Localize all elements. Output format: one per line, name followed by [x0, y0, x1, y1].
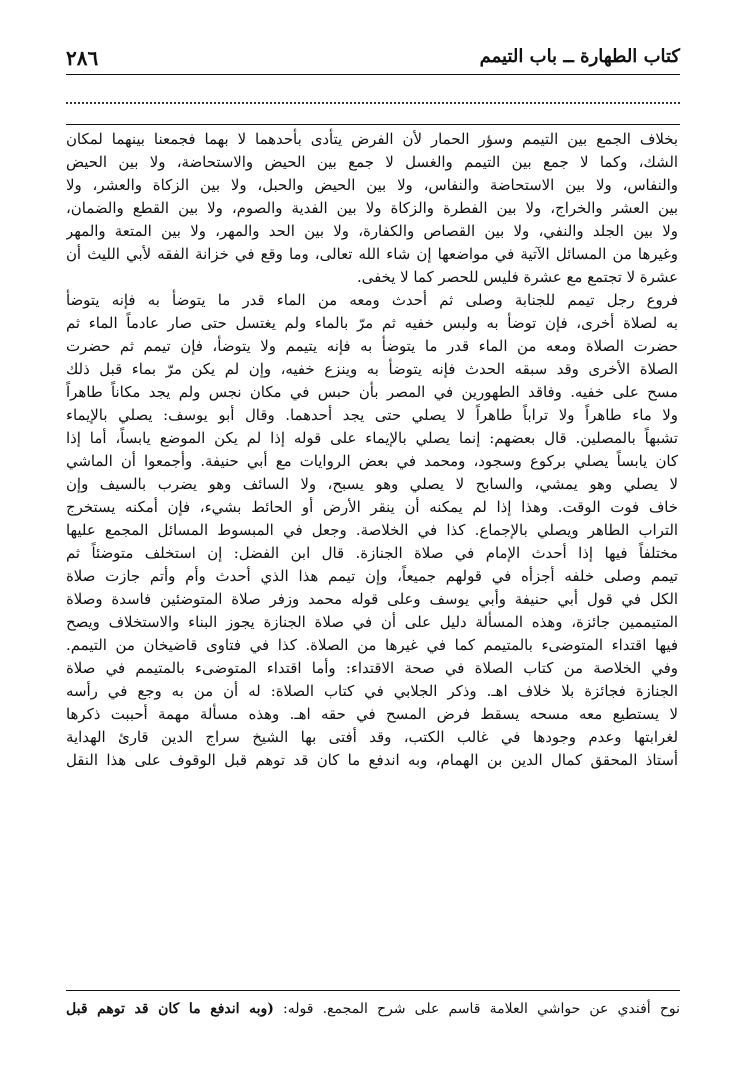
text-line: بخلاف الجمع بين التيمم وسؤر الحمار لأن الفرض يتأدى بأحدهما لا بهما فجمعنا بينهما لمكان: [66, 130, 678, 148]
text-line: والنفاس، ولا بين الاستحاضة والنفاس، ولا بين الحيض والحبل، ولا بين الزكاة والعشر، ولا: [66, 176, 678, 194]
footnote-quote: (وبه اندفع ما كان قد توهم قبل: [66, 1001, 274, 1017]
text-line: مختلفاً فيها إذا أحدث الإمام في صلاة الجنازة. قال ابن الفضل: إن استخلف متوضئاً ثم: [66, 544, 678, 562]
text-line: وغيرها من المسائل الآتية في مواضعها إن شاء الله تعالى، وما وقع في خزانة الفقه لأبي الليث أن: [66, 245, 678, 263]
text-line: الجنازة فجائزة بلا خلاف اهـ. وذكر الجلابي في كتاب الصلاة: له أن من به وجع في رأسه: [66, 682, 678, 700]
text-line: لا يستطيع معه مسحه يسقط فرض المسح في حقه اهـ. وهذه مسألة مهمة أحببت ذكرها: [66, 705, 678, 723]
page-number: ٢٨٦: [66, 46, 99, 70]
text-line: الصلاة الأخرى وقد سبقه الحدث فإنه يتوضأ به وينزع خفيه، وإن لم يكن مرّ بماء قبل ذلك: [66, 360, 678, 378]
text-line: وفي الخلاصة من كتاب الصلاة في صحة الاقتداء: وأما اقتداء المتوضىء بالمتيمم في صلاة: [66, 659, 678, 677]
paragraph-2: [66, 289, 678, 772]
text-top-rule: [66, 124, 680, 125]
paragraph-1: [66, 128, 678, 289]
footnote-text: نوح أفندي عن حواشي العلامة قاسم على شرح المجمع. قوله:: [273, 1001, 680, 1017]
text-line: الكل في قول أبي حنيفة وأبي يوسف وعلى قوله محمد وزفر صلاة المتوضئين فاسدة وصلاة: [66, 590, 678, 608]
text-line: كان يابساً يصلي بركوع وسجود، ومحمد في بعض الروايات مع أبي حنيفة. وأجمعوا أن الماشي: [66, 452, 678, 470]
text-line: فروع رجل تيمم للجنابة وصلى ثم أحدث ومعه من الماء قدر ما يتوضأ به فإنه يتوضأ: [66, 291, 678, 309]
text-line: تشبهاً بالمصلين. قال بعضهم: إنما يصلي بالإيماء على قوله إذا لم يكن الموضع يابساً، أما إذا: [66, 429, 678, 447]
text-line: تيمم وصلى خلفه أجزأه في قولهم جميعاً، وإن تيمم هذا الذي أحدث وأم وأتم جازت صلاة: [66, 567, 678, 585]
running-title: كتاب الطهارة ــ باب التيمم: [479, 46, 680, 67]
text-line: التراب الطاهر ويصلي بالإجماع. كذا في الخلاصة. وجعل في المبسوط المسائل المجمع عليها: [66, 521, 678, 539]
main-text: [66, 128, 678, 772]
text-line: به لصلاة أخرى، فإن توضأ به ولبس خفيه ثم مرّ بالماء ولم يغتسل حتى صار عادماً الماء ثم: [66, 314, 678, 332]
text-line: أستاذ المحقق كمال الدين بن الهمام، وبه اندفع ما كان قد توهم قبل الوقوف على هذا النقل: [66, 751, 678, 769]
text-line: بين العشر والخراج، ولا بين الفطرة والزكاة ولا بين الفدية والصوم، ولا بين القطع والضمان،: [66, 199, 678, 217]
text-line: ولا بين الجلد والنفي، ولا بين القصاص والكفارة، ولا بين الحد والمهر، ولا بين المتعة والمهر: [66, 222, 678, 240]
header-rule: [66, 74, 680, 75]
text-line: خاف فوت الوقت. وهذا إذا لم يمكنه أن ينقر الأرض أو الحائط بشيء، فإن أمكنه يستخرج: [66, 498, 678, 516]
text-line: الشك، وكما لا جمع بين التيمم والغسل لا جمع بين الحيض والاستحاضة، ولا بين الحيض: [66, 153, 678, 171]
text-line: عشرة لا تجتمع مع عشرة فليس للحصر كما لا يخفى.: [356, 268, 678, 286]
text-line: فيها اقتداء المتوضىء بالمتيمم كما في غيرها من الصلاة. كذا في فتاوى قاضيخان من التيمم.: [66, 636, 678, 654]
text-line: مسح على خفيه. وفاقد الطهورين في المصر بأن حبس في مكان نجس ولم يجد مكاناً طاهراً: [66, 383, 678, 401]
dotted-divider: [66, 102, 680, 104]
footnote-rule: [66, 990, 680, 991]
footnote: [66, 998, 680, 1020]
text-line: المتيممين جائزة، وهذه المسألة دليل على أن في صلاة الجنازة يجوز البناء والاستخلاف ويصح: [66, 613, 678, 631]
text-line: حضرت الصلاة ومعه من الماء قدر ما يتوضأ به فإنه يتيمم ولا يتوضأ، فإن تيمم ثم حضرت: [66, 337, 678, 355]
text-line: ولا ماء طاهراً ولا تراباً طاهراً لا يصلي حتى يجد أحدهما. وقال أبو يوسف: يصلي بالإيماء: [66, 406, 678, 424]
text-line: لا يصلي وهو يمشي، والسابح لا يصلي وهو يسبح، ولا السائف وهو يضرب بالسيف وإن: [66, 475, 678, 493]
text-line: لغرابتها وعدم وجودها في غالب الكتب، وقد أفتى بها الشيخ سراج الدين قارئ الهداية: [66, 728, 678, 746]
